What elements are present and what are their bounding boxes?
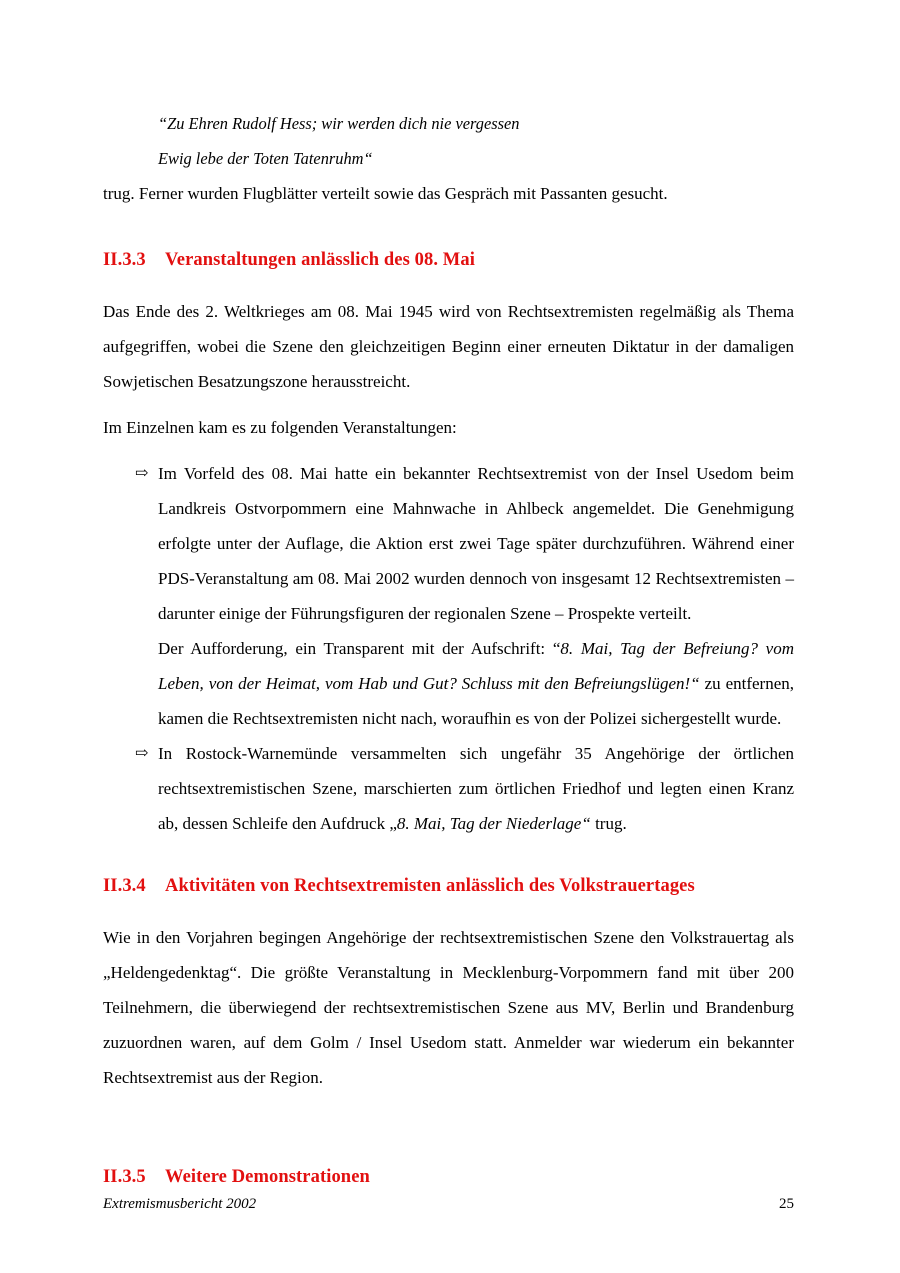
list-item-2-text [158, 736, 794, 841]
arrow-right-icon: ⇨ [135, 465, 149, 482]
paragraph-after-quote: trug. Ferner wurden Flugblätter verteilt sowie das Gespräch mit Passanten gesucht. [103, 184, 668, 203]
blockquote-hess [158, 106, 794, 176]
heading-ii-3-4-title: Aktivitäten von Rechtsextremisten anlässlich des Volkstrauertages [165, 876, 695, 896]
page-footer [103, 1196, 794, 1213]
heading-ii-3-5 [103, 1164, 794, 1190]
heading-ii-3-3-title: Veranstaltungen anlässlich des 08. Mai [165, 250, 475, 270]
quote-line-1: “Zu Ehren Rudolf Hess; wir werden dich nie vergessen [158, 114, 520, 133]
arrow-list-ii-3-3 [103, 456, 794, 841]
followup-quote-italic: 8. Mai, Tag der Befreiung? vom Leben, von der Heimat, vom Hab und Gut? Schluss mit den Befreiungslügen!“ [158, 639, 794, 693]
heading-ii-3-3-number: II.3.3 [103, 250, 146, 270]
item2-after-quote: trug. [590, 814, 627, 833]
list-item [103, 456, 794, 736]
paragraph-ii-3-3-leadin: Im Einzelnen kam es zu folgenden Veranstaltungen: [103, 418, 457, 437]
paragraph-ii-3-3-intro: Das Ende des 2. Weltkrieges am 08. Mai 1945 wird von Rechtsextremisten regelmäßig als Thema aufgegriffen, wobei die Szene den gleichzeitigen Beginn einer erneuten Diktatur in der damaligen Sowjetischen Besatzungszone herausstreicht. [103, 302, 794, 391]
footer-document-title: Extremismusbericht 2002 [103, 1196, 257, 1212]
heading-ii-3-5-title: Weitere Demonstrationen [165, 1167, 370, 1187]
followup-before-quote: Der Aufforderung, ein Transparent mit der Aufschrift: “ [158, 639, 561, 658]
list-item-1-text: Im Vorfeld des 08. Mai hatte ein bekannter Rechtsextremist von der Insel Usedom beim Landkreis Ostvorpommern eine Mahnwache in Ahlbeck angemeldet. Die Genehmigung erfolgte unter der Auflage, die Aktion erst zwei Tage später durchzuführen. Während einer PDS-Veranstaltung am 08. Mai 2002 wurden dennoch von insgesamt 12 Rechtsextremisten – darunter einige der Führungsfiguren der regionalen Szene – Prospekte verteilt. [158, 464, 794, 623]
page-content [103, 0, 794, 1190]
list-item [103, 736, 794, 841]
footer-page-number: 25 [779, 1196, 794, 1212]
quote-line-2: Ewig lebe der Toten Tatenruhm“ [158, 149, 373, 168]
arrow-right-icon: ⇨ [135, 745, 149, 762]
followup-after-quote: zu entfernen, kamen die Rechtsextremisten nicht nach, woraufhin es von der Polizei sichergestellt wurde. [158, 674, 795, 728]
heading-ii-3-5-number: II.3.5 [103, 1167, 146, 1187]
heading-ii-3-4 [103, 873, 794, 899]
heading-ii-3-4-number: II.3.4 [103, 876, 146, 896]
item2-quote-italic: 8. Mai, Tag der Niederlage“ [396, 814, 591, 833]
heading-ii-3-3 [103, 247, 794, 273]
item2-before-quote: In Rostock-Warnemünde versammelten sich ungefähr 35 Angehörige der örtlichen rechtsextremistischen Szene, marschierten zum örtlichen Friedhof und legten einen Kranz ab, dessen Schleife den Aufdruck „ [158, 744, 794, 833]
list-item-1-followup [158, 631, 794, 736]
paragraph-ii-3-4-intro: Wie in den Vorjahren begingen Angehörige der rechtsextremistischen Szene den Volkstrauertag als „Heldengedenktag“. Die größte Veranstaltung in Mecklenburg-Vorpommern fand mit über 200 Teilnehmern, die überwiegend der rechtsextremistischen Szene aus MV, Berlin und Brandenburg zuzuordnen waren, auf dem Golm / Insel Usedom statt. Anmelder war wiederum ein bekannter Rechtsextremist aus der Region. [103, 928, 794, 1087]
